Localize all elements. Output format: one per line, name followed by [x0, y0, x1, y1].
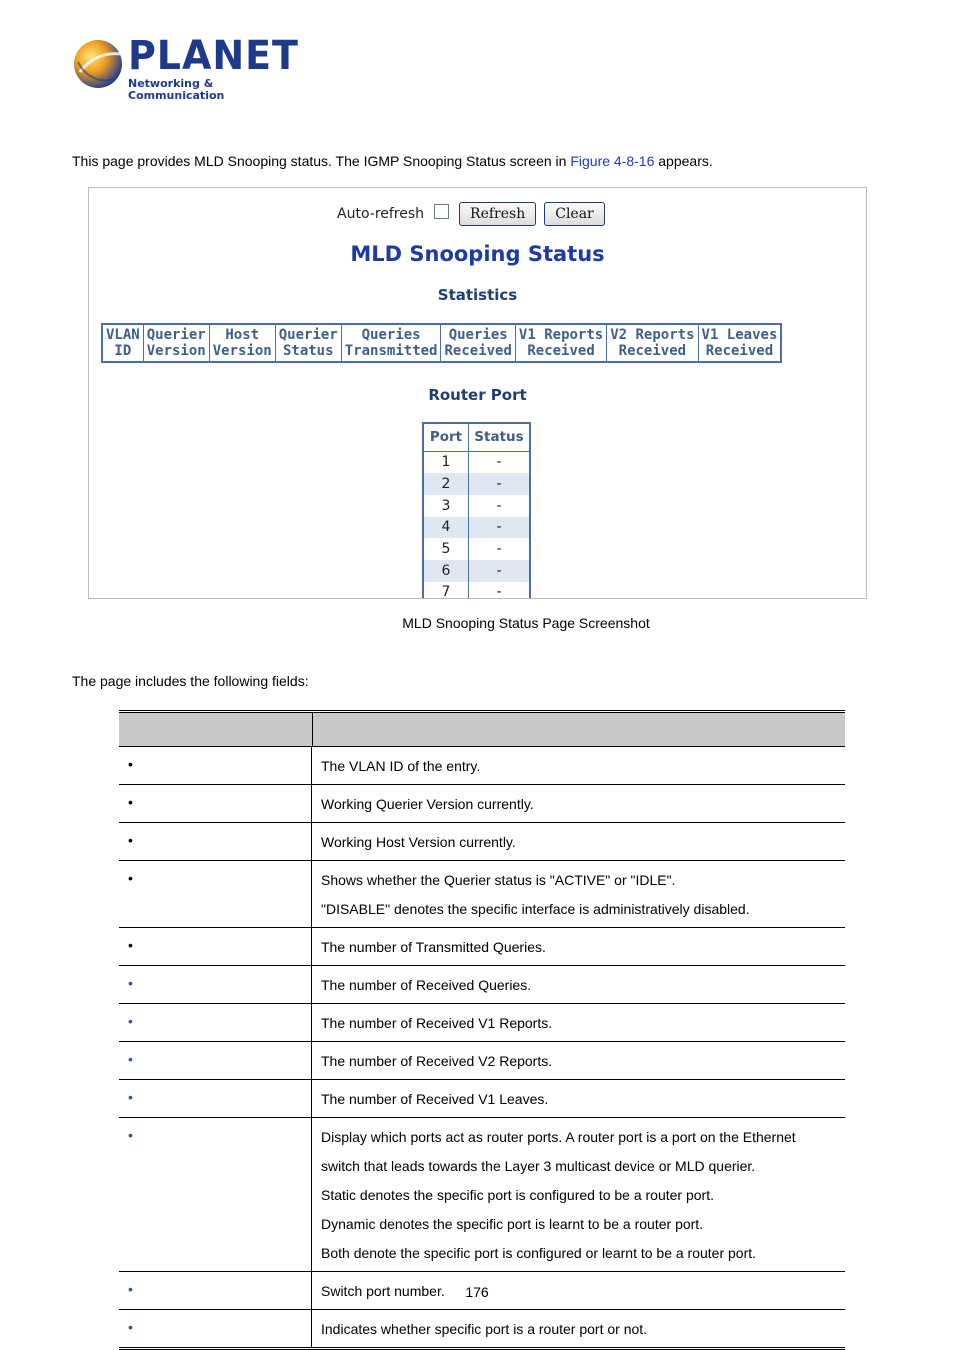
bullet-icon: •: [128, 832, 133, 848]
bullet-icon: •: [128, 1051, 133, 1067]
bullet-icon: •: [128, 1281, 133, 1297]
port-cell: 7: [423, 582, 469, 599]
bullet-icon: •: [128, 1013, 133, 1029]
col-vlan-id: VLAN ID: [102, 324, 143, 362]
field-description: The VLAN ID of the entry.: [321, 758, 481, 774]
field-description: The number of Received Queries.: [321, 977, 532, 993]
col-status: Status: [469, 423, 531, 451]
table-row: [119, 785, 845, 823]
status-cell: -: [469, 538, 531, 560]
bullet-icon: •: [128, 870, 133, 886]
table-row: [423, 495, 530, 517]
field-description: Working Querier Version currently.: [321, 796, 534, 812]
status-cell: -: [469, 517, 531, 539]
col-host-version: Host Version: [209, 324, 275, 362]
router-port-table: [422, 422, 531, 599]
col-querier-version: Querier Version: [143, 324, 209, 362]
bullet-icon: •: [128, 1319, 133, 1335]
figure-link[interactable]: Figure 4-8-16: [570, 153, 655, 169]
field-description: Static denotes the specific port is configured to be a router port.: [321, 1187, 714, 1203]
table-row: [119, 823, 845, 861]
col-port: Port: [423, 423, 469, 451]
col-queries-received: Queries Received: [441, 324, 515, 362]
table-row: [119, 966, 845, 1004]
table-row: [423, 473, 530, 495]
mld-status-screenshot: [88, 187, 867, 599]
status-cell: -: [469, 451, 531, 473]
field-description: Both denote the specific port is configured or learnt to be a router port.: [321, 1245, 757, 1261]
bullet-icon: •: [128, 975, 133, 991]
field-description: The number of Received V2 Reports.: [321, 1053, 553, 1069]
status-cell: -: [469, 473, 531, 495]
port-cell: 5: [423, 538, 469, 560]
bullet-icon: •: [128, 794, 133, 810]
field-description: Switch port number.: [321, 1283, 445, 1299]
table-row: [119, 1118, 845, 1272]
fields-intro: The page includes the following fields:: [72, 673, 309, 689]
status-cell: -: [469, 582, 531, 599]
table-row: [423, 538, 530, 560]
auto-refresh-checkbox[interactable]: [434, 204, 449, 219]
intro-text-end: appears.: [654, 153, 713, 169]
field-description: Working Host Version currently.: [321, 834, 516, 850]
field-description: The number of Received V1 Reports.: [321, 1015, 553, 1031]
bullet-icon: •: [128, 1127, 133, 1143]
port-cell: 2: [423, 473, 469, 495]
table-row: [119, 1042, 845, 1080]
port-cell: 3: [423, 495, 469, 517]
table-row: [423, 451, 530, 473]
refresh-button[interactable]: Refresh: [459, 202, 536, 226]
field-description: Shows whether the Querier status is "ACTIVE" or "IDLE".: [321, 872, 676, 888]
page-title: MLD Snooping Status: [350, 242, 605, 266]
table-row: [423, 560, 530, 582]
figure-caption: MLD Snooping Status Page Screenshot: [402, 615, 650, 631]
port-cell: 6: [423, 560, 469, 582]
field-description: switch that leads towards the Layer 3 multicast device or MLD querier.: [321, 1158, 756, 1174]
table-row: [423, 582, 530, 599]
clear-button[interactable]: Clear: [544, 202, 605, 226]
statistics-table: [101, 323, 782, 363]
page-number: 176: [465, 1284, 489, 1300]
status-cell: -: [469, 560, 531, 582]
field-description: Display which ports act as router ports. A router port is a port on the Ethernet: [321, 1129, 796, 1145]
bullet-icon: •: [128, 937, 133, 953]
table-row: [119, 1004, 845, 1042]
statistics-header-row: [102, 324, 781, 362]
planet-logo: [72, 33, 299, 102]
port-cell: 4: [423, 517, 469, 539]
col-v1-reports-received: V1 Reports Received: [515, 324, 606, 362]
intro-paragraph: [72, 153, 713, 169]
status-cell: -: [469, 495, 531, 517]
col-querier-status: Querier Status: [275, 324, 341, 362]
field-description: "DISABLE" denotes the specific interface is administratively disabled.: [321, 901, 750, 917]
table-row: [119, 1310, 845, 1347]
fields-table: [119, 710, 845, 1350]
field-description: Indicates whether specific port is a router port or not.: [321, 1321, 648, 1337]
table-row: [119, 928, 845, 966]
router-header-row: [423, 423, 530, 451]
intro-text: This page provides MLD Snooping status. The IGMP Snooping Status screen in: [72, 153, 571, 169]
col-queries-transmitted: Queries Transmitted: [341, 324, 441, 362]
field-description: Dynamic denotes the specific port is learnt to be a router port.: [321, 1216, 704, 1232]
field-description: The number of Transmitted Queries.: [321, 939, 546, 955]
logo-tagline: Networking & Communication: [128, 77, 225, 102]
refresh-toolbar: [337, 201, 613, 227]
table-row: [119, 1080, 845, 1118]
table-row: [119, 861, 845, 928]
table-row: [423, 517, 530, 539]
table-row: [119, 747, 845, 785]
field-description: The number of Received V1 Leaves.: [321, 1091, 549, 1107]
col-v1-leaves-received: V1 Leaves Received: [698, 324, 781, 362]
router-port-heading: Router Port: [428, 386, 527, 404]
port-cell: 1: [423, 451, 469, 473]
logo-wordmark: PLANET: [128, 33, 299, 79]
bullet-icon: •: [128, 756, 133, 772]
statistics-heading: Statistics: [437, 286, 518, 304]
bullet-icon: •: [128, 1089, 133, 1105]
auto-refresh-label: Auto-refresh: [337, 206, 425, 222]
col-v2-reports-received: V2 Reports Received: [607, 324, 698, 362]
globe-icon: [72, 38, 124, 90]
fields-table-header: [119, 713, 845, 747]
